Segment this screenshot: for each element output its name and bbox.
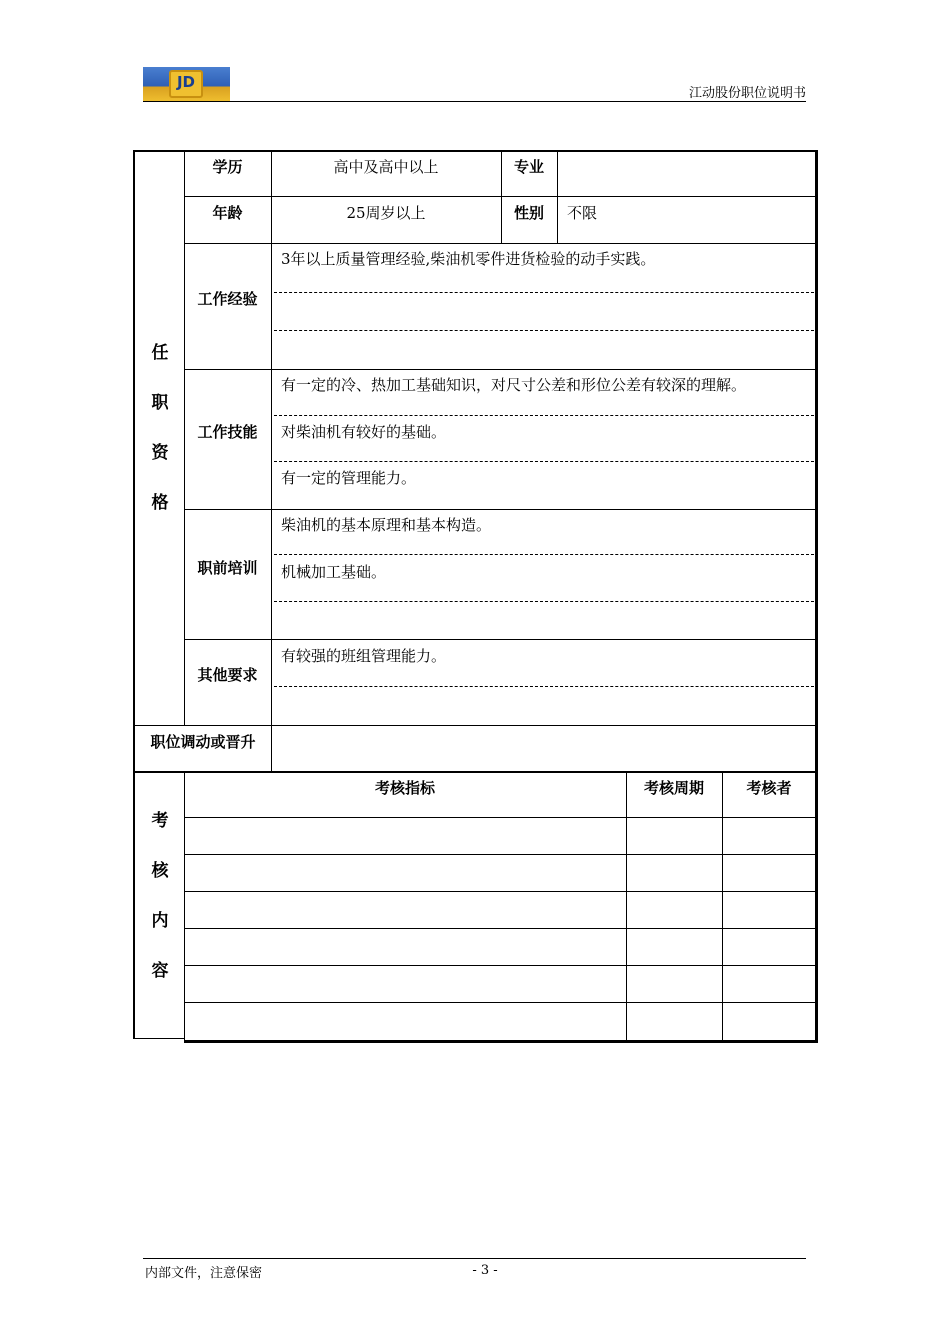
experience-label: 工作经验	[197, 290, 258, 308]
qualifications-section-title: 任 职 资 格	[151, 343, 169, 513]
training-line: 柴油机的基本原理和基本构造。	[281, 516, 492, 534]
document-title: 江动股份职位说明书	[688, 86, 806, 101]
skills-line: 有一定的冷、热加工基础知识，对尺寸公差和形位公差有较深的理解。	[281, 376, 747, 394]
column-header-indicator: 考核指标	[374, 779, 435, 797]
gender-label: 性别	[513, 204, 544, 222]
page-number: - 3 -	[472, 1263, 498, 1278]
column-header-assessor: 考核者	[746, 779, 792, 797]
age-label: 年龄	[212, 204, 243, 222]
education-label: 学历	[212, 158, 243, 176]
other-requirements-label: 其他要求	[197, 666, 258, 684]
age-value: 25周岁以上	[346, 204, 426, 222]
skills-line: 有一定的管理能力。	[281, 469, 417, 487]
major-label: 专业	[513, 158, 544, 176]
footer-rule	[143, 1258, 806, 1259]
column-header-period: 考核周期	[643, 779, 704, 797]
transfer-label: 职位调动或晋升	[150, 733, 256, 751]
logo-lettering: JD	[176, 73, 196, 91]
experience-line: 3年以上质量管理经验,柴油机零件进货检验的动手实践。	[281, 250, 656, 268]
assessment-section-title: 考 核 内 容	[151, 811, 169, 981]
header-rule	[143, 101, 806, 102]
other-requirements-line: 有较强的班组管理能力。	[281, 647, 447, 665]
company-logo	[143, 67, 230, 102]
footer-confidential: 内部文件，注意保密	[145, 1266, 263, 1281]
gender-value: 不限	[567, 204, 598, 222]
skills-line: 对柴油机有较好的基础。	[281, 423, 447, 441]
skills-label: 工作技能	[197, 423, 258, 441]
training-line: 机械加工基础。	[281, 563, 387, 581]
training-label: 职前培训	[197, 559, 258, 577]
education-value: 高中及高中以上	[333, 158, 439, 176]
